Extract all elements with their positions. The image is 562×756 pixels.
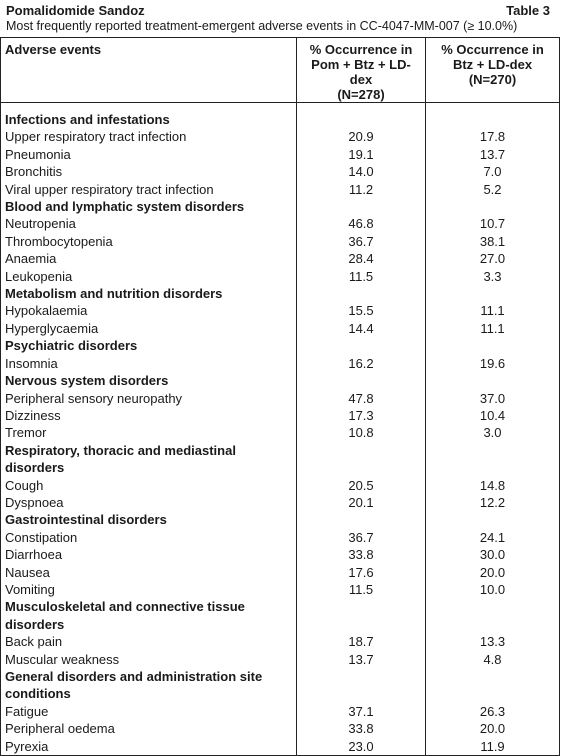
table-row (1, 250, 560, 267)
arm2-value: 30.0 (426, 546, 560, 563)
event-name: Back pain (1, 633, 297, 650)
arm1-value (297, 668, 426, 703)
arm1-value: 46.8 (297, 215, 426, 232)
arm2-value (426, 337, 560, 354)
arm1-value: 28.4 (297, 250, 426, 267)
arm2-value: 4.8 (426, 651, 560, 668)
category-name: General disorders and administration site conditions (1, 668, 297, 703)
table-row (1, 407, 560, 424)
arm2-value: 3.3 (426, 268, 560, 285)
event-name: Tremor (1, 424, 297, 441)
table-row (1, 146, 560, 163)
arm2-value: 20.0 (426, 720, 560, 737)
arm1-value: 10.8 (297, 424, 426, 441)
table-row (1, 720, 560, 737)
table-row (1, 564, 560, 581)
arm2-value: 14.8 (426, 477, 560, 494)
arm1-value: 15.5 (297, 302, 426, 319)
table-row (1, 633, 560, 650)
event-name: Neutropenia (1, 215, 297, 232)
arm1-value: 33.8 (297, 546, 426, 563)
table-caption: Most frequently reported treatment-emergent adverse events in CC-4047-MM-007 (≥ 10.0%) (6, 19, 518, 33)
column-header-arm1 (297, 38, 426, 103)
table-row (1, 233, 560, 250)
arm1-value: 23.0 (297, 738, 426, 756)
category-row (1, 337, 560, 354)
arm1-value: 16.2 (297, 355, 426, 372)
arm1-value: 36.7 (297, 233, 426, 250)
arm1-value: 47.8 (297, 390, 426, 407)
table-row (1, 320, 560, 337)
category-name: Blood and lymphatic system disorders (1, 198, 297, 215)
column-header-event: Adverse events (1, 38, 297, 103)
arm2-value: 10.7 (426, 215, 560, 232)
arm2-value: 13.3 (426, 633, 560, 650)
table-row (1, 424, 560, 441)
arm1-value: 20.9 (297, 128, 426, 145)
table-row (1, 477, 560, 494)
table-row (1, 738, 560, 756)
arm2-value (426, 372, 560, 389)
table-row (1, 355, 560, 372)
event-name: Dizziness (1, 407, 297, 424)
arm1-value: 11.5 (297, 581, 426, 598)
arm1-value (297, 442, 426, 477)
arm2-line-1: % Occurrence in (441, 42, 544, 57)
table-row (1, 215, 560, 232)
table-header-row (1, 38, 560, 103)
category-name: Infections and infestations (1, 111, 297, 128)
arm2-value (426, 598, 560, 633)
event-name: Peripheral oedema (1, 720, 297, 737)
event-name: Bronchitis (1, 163, 297, 180)
table-row (1, 181, 560, 198)
event-name: Pyrexia (1, 738, 297, 756)
event-name: Viral upper respiratory tract infection (1, 181, 297, 198)
document-header (6, 3, 550, 19)
arm1-value: 19.1 (297, 146, 426, 163)
arm1-value (297, 511, 426, 528)
arm1-value: 14.4 (297, 320, 426, 337)
table-body (1, 103, 560, 756)
arm2-value: 10.4 (426, 407, 560, 424)
arm1-value: 36.7 (297, 529, 426, 546)
arm1-value: 18.7 (297, 633, 426, 650)
arm1-value: 14.0 (297, 163, 426, 180)
category-row (1, 668, 560, 703)
arm2-value (426, 285, 560, 302)
category-name: Respiratory, thoracic and mediastinal disorders (1, 442, 297, 477)
event-name: Cough (1, 477, 297, 494)
arm1-value: 13.7 (297, 651, 426, 668)
arm2-value (426, 668, 560, 703)
arm2-value: 5.2 (426, 181, 560, 198)
arm2-value: 11.1 (426, 320, 560, 337)
table-row (1, 128, 560, 145)
arm1-value: 20.5 (297, 477, 426, 494)
category-row (1, 598, 560, 633)
table-row (1, 703, 560, 720)
event-name: Fatigue (1, 703, 297, 720)
arm1-line-3: (N=278) (337, 87, 385, 102)
arm2-value: 26.3 (426, 703, 560, 720)
arm2-line-2: Btz + LD-dex (452, 57, 533, 72)
adverse-events-table (0, 37, 560, 756)
arm1-value: 20.1 (297, 494, 426, 511)
table-row (1, 581, 560, 598)
arm1-value (297, 598, 426, 633)
product-name: Pomalidomide Sandoz (6, 3, 145, 18)
arm2-value: 11.9 (426, 738, 560, 756)
arm2-value: 19.6 (426, 355, 560, 372)
arm1-value (297, 372, 426, 389)
event-name: Insomnia (1, 355, 297, 372)
event-name: Peripheral sensory neuropathy (1, 390, 297, 407)
category-name: Musculoskeletal and connective tissue disorders (1, 598, 297, 633)
column-header-arm2 (426, 38, 560, 103)
arm2-value: 3.0 (426, 424, 560, 441)
event-name: Hypokalaemia (1, 302, 297, 319)
arm1-value: 37.1 (297, 703, 426, 720)
arm2-value (426, 442, 560, 477)
arm2-value: 11.1 (426, 302, 560, 319)
table-row (1, 651, 560, 668)
arm1-value: 11.2 (297, 181, 426, 198)
spacer-cell (297, 103, 426, 112)
table-row (1, 494, 560, 511)
arm1-line-2: Pom + Btz + LD-dex (311, 57, 411, 87)
event-name: Diarrhoea (1, 546, 297, 563)
arm2-value: 24.1 (426, 529, 560, 546)
arm1-value: 17.3 (297, 407, 426, 424)
arm2-value: 17.8 (426, 128, 560, 145)
arm2-value: 27.0 (426, 250, 560, 267)
table-row (1, 546, 560, 563)
arm1-value: 11.5 (297, 268, 426, 285)
arm2-value: 12.2 (426, 494, 560, 511)
event-name: Muscular weakness (1, 651, 297, 668)
arm2-value (426, 111, 560, 128)
arm1-value (297, 285, 426, 302)
table-row (1, 390, 560, 407)
event-name: Upper respiratory tract infection (1, 128, 297, 145)
arm2-value: 20.0 (426, 564, 560, 581)
arm1-line-1: % Occurrence in (309, 42, 413, 57)
category-name: Nervous system disorders (1, 372, 297, 389)
event-name: Dyspnoea (1, 494, 297, 511)
category-row (1, 442, 560, 477)
table-row (1, 302, 560, 319)
event-name: Hyperglycaemia (1, 320, 297, 337)
table-row (1, 529, 560, 546)
table-label: Table 3 (506, 3, 550, 18)
spacer-cell (426, 103, 560, 112)
arm2-value: 13.7 (426, 146, 560, 163)
event-name: Anaemia (1, 250, 297, 267)
category-name: Psychiatric disorders (1, 337, 297, 354)
event-name: Thrombocytopenia (1, 233, 297, 250)
category-row (1, 285, 560, 302)
event-name: Vomiting (1, 581, 297, 598)
arm1-value: 33.8 (297, 720, 426, 737)
category-row (1, 111, 560, 128)
arm2-value (426, 511, 560, 528)
arm2-value: 10.0 (426, 581, 560, 598)
arm2-value (426, 198, 560, 215)
event-name: Nausea (1, 564, 297, 581)
table-row (1, 268, 560, 285)
spacer-cell (1, 103, 297, 112)
arm1-value (297, 198, 426, 215)
arm1-value (297, 111, 426, 128)
arm2-line-3: (N=270) (468, 72, 517, 87)
arm1-value: 17.6 (297, 564, 426, 581)
category-row (1, 511, 560, 528)
table-row (1, 163, 560, 180)
category-name: Gastrointestinal disorders (1, 511, 297, 528)
category-row (1, 198, 560, 215)
category-row (1, 372, 560, 389)
category-name: Metabolism and nutrition disorders (1, 285, 297, 302)
spacer-row (1, 103, 560, 112)
arm2-value: 7.0 (426, 163, 560, 180)
arm1-value (297, 337, 426, 354)
arm2-value: 37.0 (426, 390, 560, 407)
event-name: Constipation (1, 529, 297, 546)
event-name: Leukopenia (1, 268, 297, 285)
arm2-value: 38.1 (426, 233, 560, 250)
event-name: Pneumonia (1, 146, 297, 163)
